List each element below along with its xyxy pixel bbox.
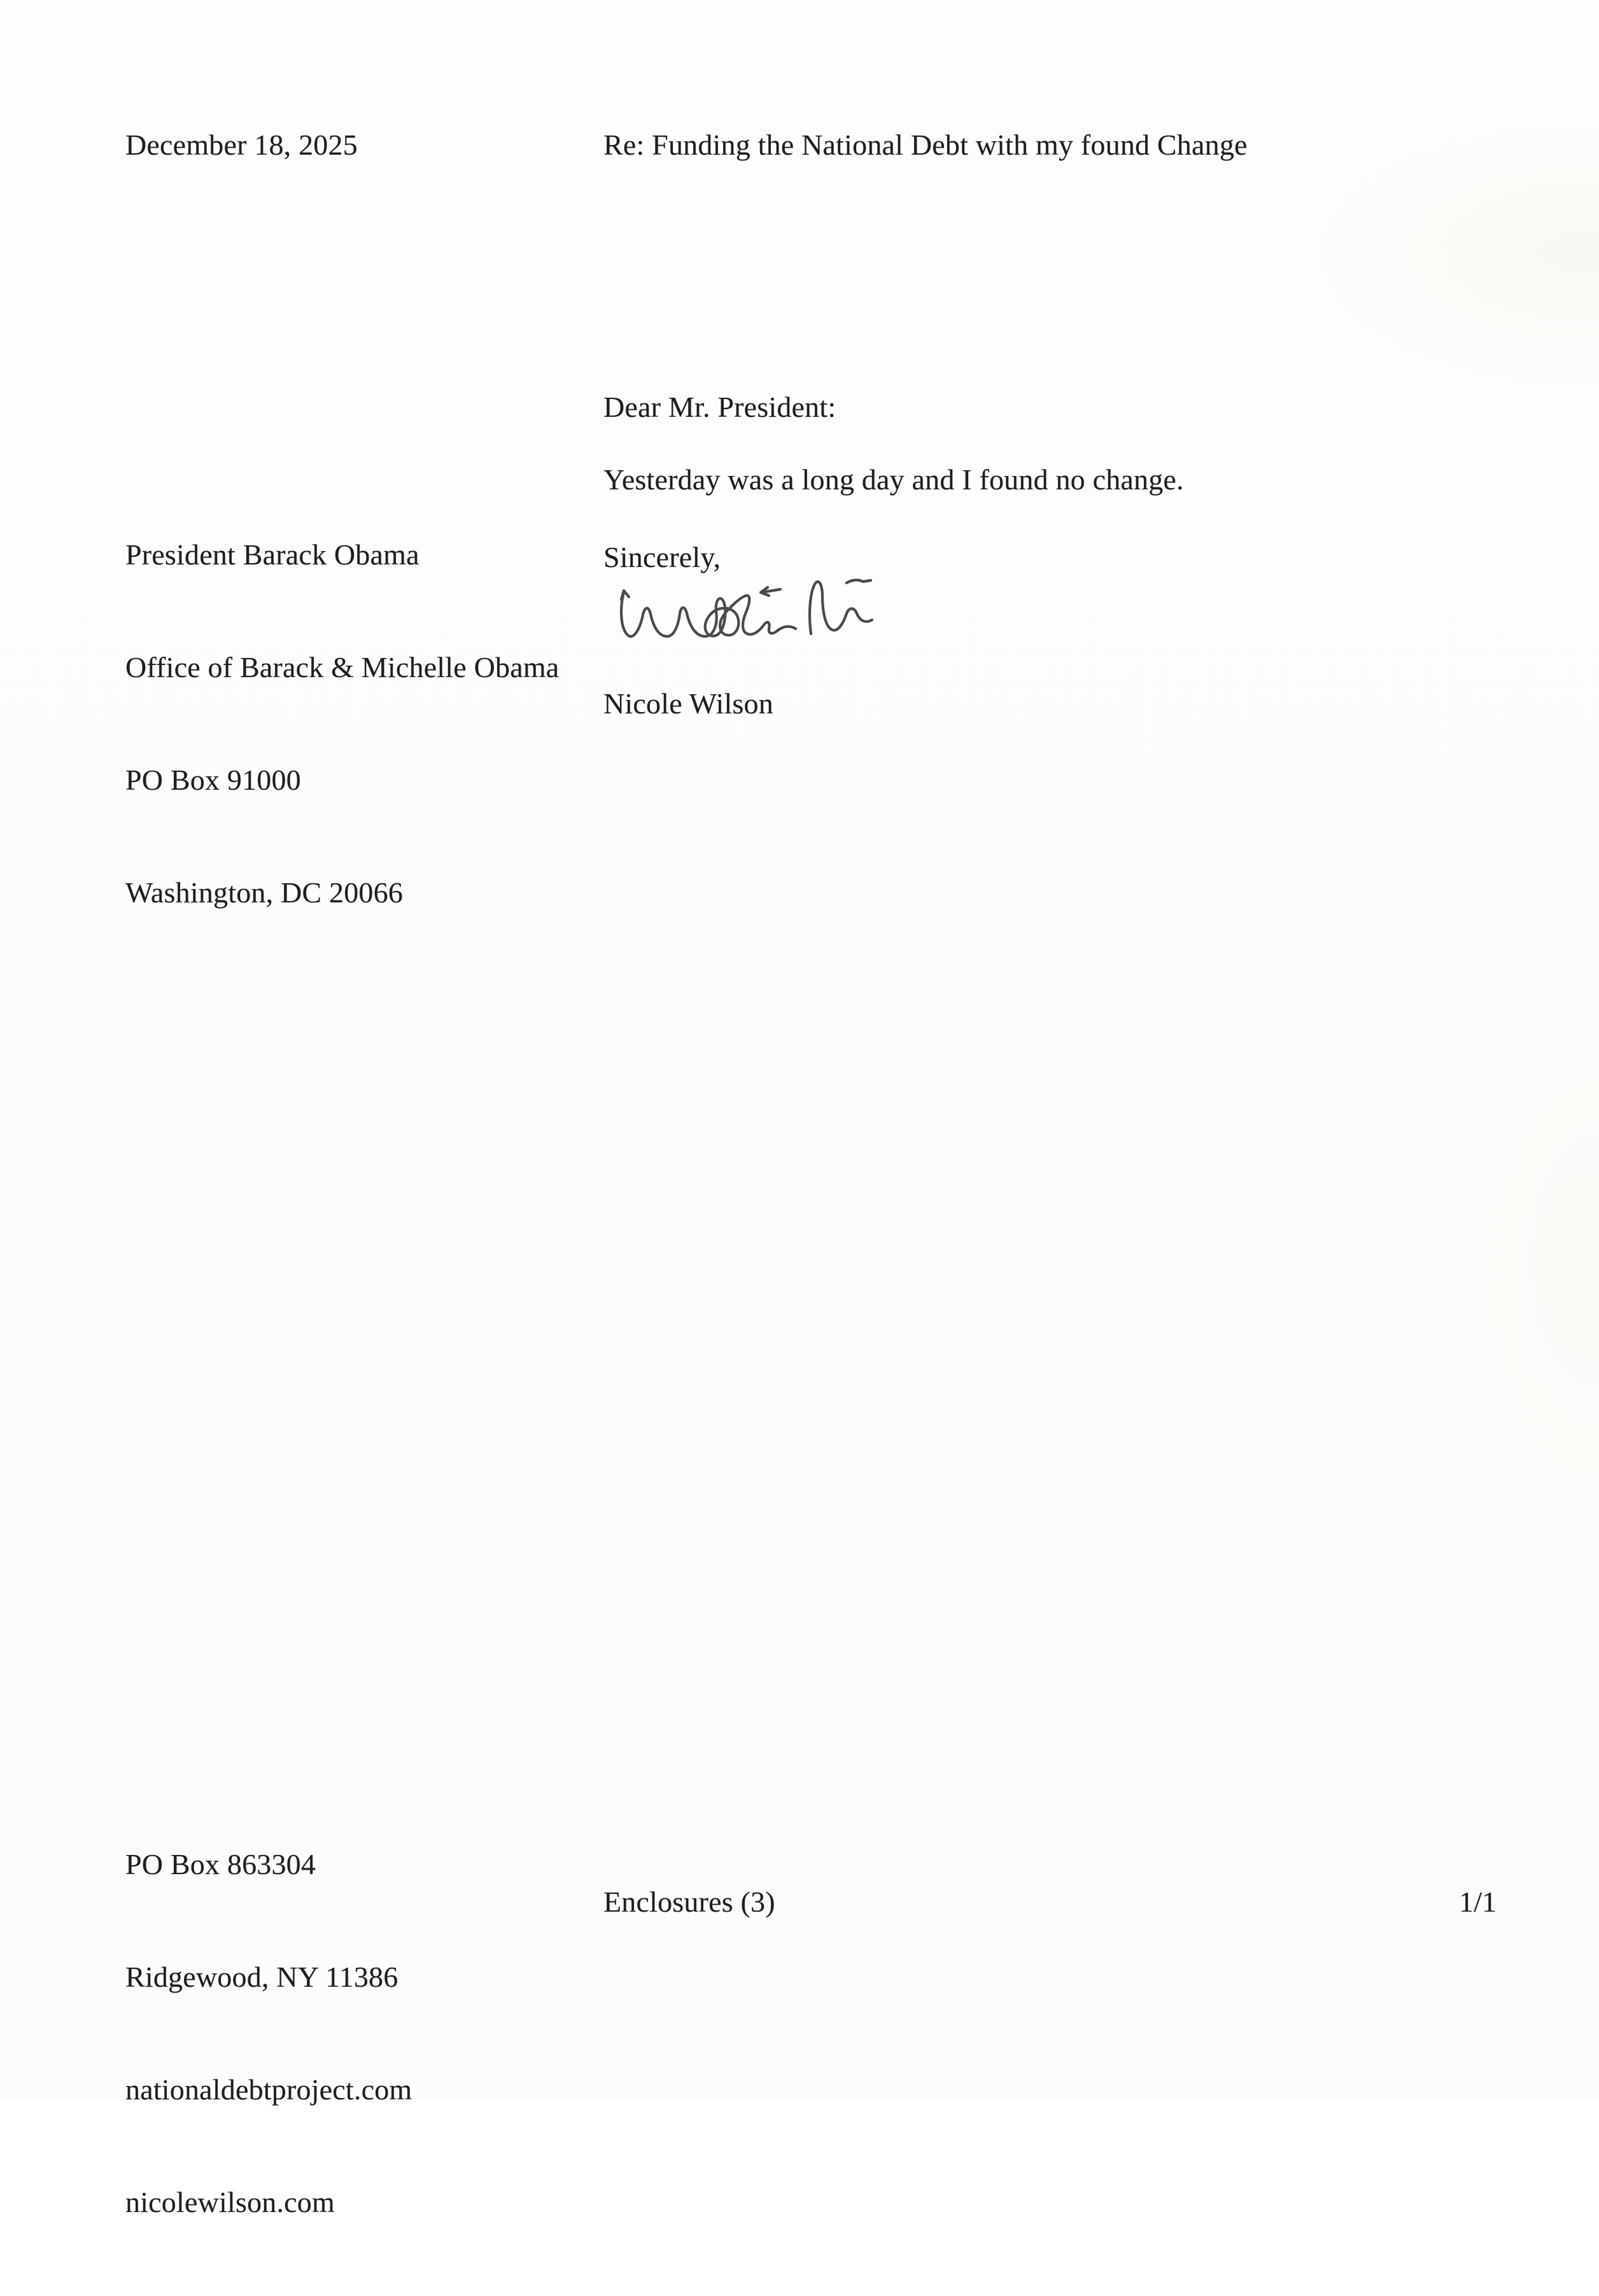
date-line: December 18, 2025	[125, 129, 358, 161]
sender-address-line: nicolewilson.com	[125, 2186, 335, 2218]
recipient-address-line: Office of Barack & Michelle Obama	[125, 651, 560, 683]
sender-address-line: PO Box 863304	[125, 1848, 316, 1880]
recipient-address-line: Washington, DC 20066	[125, 876, 404, 909]
page-number: 1/1	[1459, 1886, 1497, 1918]
recipient-address-line: PO Box 91000	[125, 764, 301, 796]
salutation: Dear Mr. President:	[603, 391, 836, 423]
recipient-address	[125, 461, 559, 986]
sender-address	[125, 1770, 412, 2296]
sender-address-line: nationaldebtproject.com	[125, 2073, 412, 2106]
body-text: Yesterday was a long day and I found no change.	[603, 463, 1184, 496]
signature-name: Nicole Wilson	[603, 687, 773, 720]
signature-ink-icon	[610, 570, 877, 659]
closing: Sincerely,	[603, 541, 721, 573]
subject-line: Re: Funding the National Debt with my found Change	[603, 129, 1248, 161]
signature-scrawl	[610, 570, 877, 659]
enclosures-note: Enclosures (3)	[603, 1886, 775, 1918]
recipient-address-line: President Barack Obama	[125, 538, 419, 571]
sender-address-line: Ridgewood, NY 11386	[125, 1961, 398, 1993]
